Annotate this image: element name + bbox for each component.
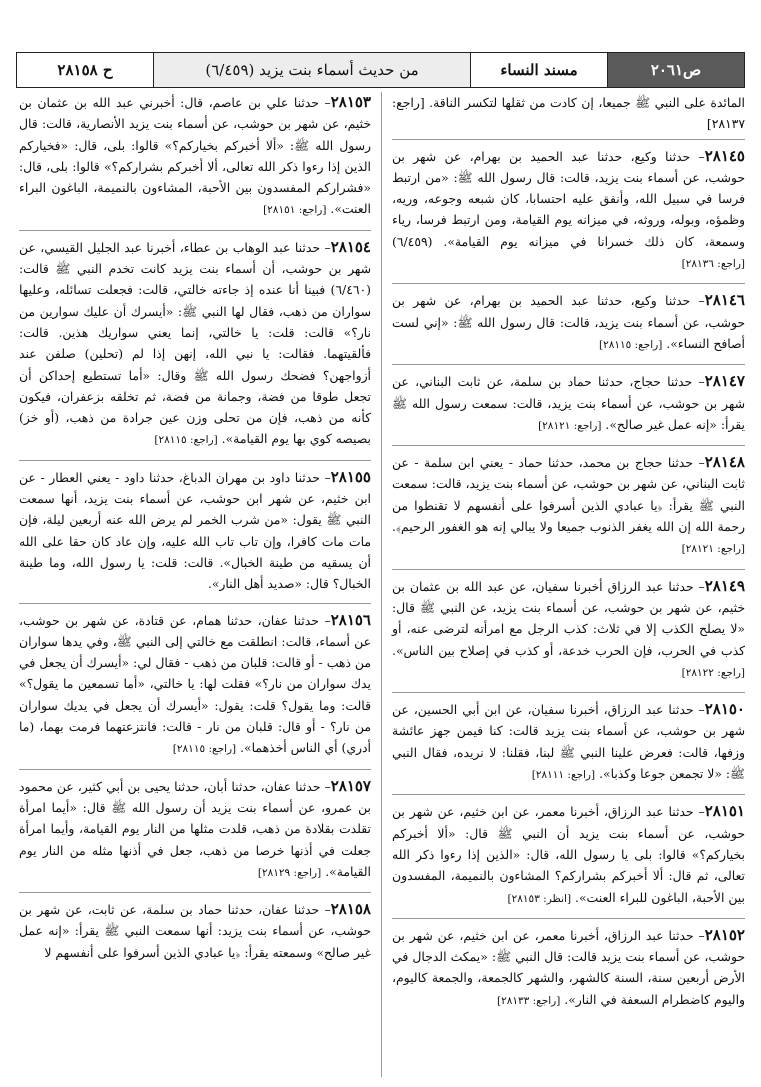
hadith-number: ٢٨١٥٧: [330, 776, 371, 795]
hadith-number: ٢٨١٥٥: [330, 467, 371, 486]
reference-note: [راجع: ٢٨١٣٣]: [496, 994, 561, 1007]
hadith-entry: ٢٨١٥٦– حدثنا عفان، حدثنا همام، عن قتادة، عن شهر بن حوشب، عن أسماء، قالت: انطلقت مع خالتي إلى النبي ﷺ، وفي يدها سواران من ذهب - أو قالت: قلبان من ذهب - فقال لي: «أيسرك أن يجعل في يدك سواران من نار؟» فقلت لها: يا خالتي، «أما تسمعين ما يقول؟» قالت: وما يقول؟ قلت: يقول: «أيسرك أن يجعل في يديك سواران من نار؟ - أو قال: قلبان من نار - قالت: فانتزعتهما فرمت بهما، (ما أدري) أي الناس أخذهما». [راجع: ٢٨١١٥]: [19, 610, 371, 756]
divider: [19, 892, 371, 893]
divider: [392, 918, 745, 919]
divider: [392, 794, 745, 795]
hadith-entry: ٢٨١٥٠– حدثنا عبد الرزاق، أخبرنا سفيان، عن ابن أبي الحسين، عن شهر بن حوشب، عن أسماء بنت يزيد قالت: كنا فيمن جهز عائشة وزفها، قالت: فعرض علينا النبي ﷺ لبنا، فقلنا: لا نريده، فقال النبي ﷺ: «لا تجمعن جوعا وكذبا». [راجع: ٢٨١١١]: [392, 700, 745, 782]
divider: [392, 283, 745, 284]
book-title: مسند النساء: [470, 53, 607, 87]
reference-note: [راجع: ٢٨١١٥]: [598, 338, 663, 351]
hadith-text: حدثنا عفان، حدثنا أبان، حدثنا يحيى بن أبي كثير، عن محمود بن عمرو، عن أسماء بنت يزيد أن رسول الله ﷺ قال: «أيما امرأة تقلدت بقلادة من ذهب، قلدت مثلها من النار يوم القيامة، وأيما امرأة جعلت في أذنها خرصا من ذهب، جعل في أذنها مثله من النار يوم القيامة».: [19, 778, 371, 879]
reference-note: [راجع: ٢٨١٣٦]: [681, 258, 745, 271]
hadith-number: ٢٨١٤٩: [704, 576, 745, 595]
hadith-text: حدثنا وكيع، حدثنا عبد الحميد بن بهرام، عن شهر بن حوشب، عن أسماء بنت يزيد، قالت: قال رسول الله ﷺ: «إني لست أصافح النساء».: [392, 293, 745, 351]
reference-note: [راجع: ٢٨١١١]: [531, 769, 596, 782]
left-entries: [19, 92, 371, 963]
divider: [19, 460, 371, 461]
hadith-number: ٢٨١٤٨: [704, 453, 745, 472]
hadith-text: حدثنا عبد الرزاق، أخبرنا معمر، عن ابن خثيم، عن شهر بن حوشب، عن أسماء بنت يزيد أن النبي ﷺ قال: «ألا أخبركم بخياركم؟» قالوا: بلى يا رسول الله، قال: «الذين إذا رءوا ذكر الله تعالى، ثم قال: ألا أخبركم بشراركم؟ المشاءون بالنميمة، المفسدون بين الأحبة، الباغون للبراء العنت».: [392, 804, 745, 905]
divider: [392, 569, 745, 570]
hadith-number: ٢٨١٥٣: [330, 93, 371, 111]
right-column: [382, 92, 745, 1077]
divider: [19, 603, 371, 604]
hadith-entry: ٢٨١٤٥– حدثنا وكيع، حدثنا عبد الحميد بن بهرام، عن شهر بن حوشب، عن أسماء بنت يزيد، قالت: قال رسول الله ﷺ: «من ارتبط فرسا في سبيل الله، وأنفق عليه احتسابا، كان شبعه وجوعه، وريه، وظمؤه، وبوله، وروثه، في ميزانه يوم القيامة، ومن ارتبط فرسا، رياء وسمعة، كان ذلك خسرانا في ميزانه يوم القيامة». (٦/٤٥٩) [راجع: ٢٨١٣٦]: [392, 146, 745, 271]
text-columns: [16, 92, 745, 1077]
reference-note: [راجع: ٢٨١١٥]: [172, 743, 237, 756]
hadith-number: ٢٨١٤٥: [704, 146, 745, 165]
hadith-text: حدثنا داود بن مهران الدباغ، حدثنا داود - يعني العطار - عن ابن خثيم، عن شهر ابن حوشب، عن أسماء بنت يزيد، أنها سمعت النبي ﷺ يقول: «من شرب الخمر لم يرض الله عنه أربعين ليلة، فإن مات مات كافرا، وإن تاب تاب الله عليه، وإن عاد كان حقا على الله أن يسقيه من طينة الخبال». قالت: قلت: يا رسول الله، وما طينة الخبال؟ قال: «صديد أهل النار».: [19, 469, 371, 592]
hadith-number: ٢٨١٤٧: [704, 372, 745, 391]
hadith-entry: ٢٨١٤٨– حدثنا حجاج بن محمد، حدثنا حماد - يعني ابن سلمة - عن ثابت البناني، عن شهر بن حوشب، عن أسماء بنت يزيد، قالت: سمعت النبي ﷺ يقرأ: ﴿يا عبادي الذين أسرفوا على أنفسهم لا تقنطوا من رحمة الله إن الله يغفر الذنوب جميعا ولا يبالي إنه هو الغفور الرحيم﴾. [راجع: ٢٨١٢١]: [392, 453, 745, 556]
hadith-number: ٢٨١٥٢: [704, 925, 745, 944]
reference-note: [راجع: ٢٨١٢٩]: [257, 866, 322, 879]
hadith-text: حدثنا علي بن عاصم، قال: أخبرني عبد الله بن عثمان بن خثيم، عن شهر بن حوشب، عن أسماء بنت يزيد الأنصارية، قالت: قال رسول الله ﷺ: «ألا أخبركم بخياركم؟» قالوا: بلى، قال: «فخياركم الذين إذا رءوا ذكر الله تعالى، ألا أخبركم بشراركم؟» قالوا: بلى، قال: «فشراركم المفسدون بين الأحبة، المشاءون بالنميمة، الباغون البراء العنت».: [19, 95, 371, 217]
hadith-entry: ٢٨١٥٧– حدثنا عفان، حدثنا أبان، حدثنا يحيى بن أبي كثير، عن محمود بن عمرو، عن أسماء بنت يزيد أن رسول الله ﷺ قال: «أيما امرأة تقلدت بقلادة من ذهب، قلدت مثلها من النار يوم القيامة، وأيما امرأة جعلت في أذنها خرصا من ذهب، جعل في أذنها مثله من النار يوم القيامة». [راجع: ٢٨١٢٩]: [19, 776, 371, 879]
hadith-text: حدثنا حجاج بن محمد، حدثنا حماد - يعني ابن سلمة - عن ثابت البناني، عن شهر بن حوشب، عن أسماء بنت يزيد، قالت: سمعت النبي ﷺ يقرأ: ﴿يا عبادي الذين أسرفوا على أنفسهم لا تقنطوا من رحمة الله إن الله يغفر الذنوب جميعا ولا يبالي إنه هو الغفور الرحيم﴾.: [392, 455, 745, 535]
hadith-text: حدثنا عبد الرزاق أخبرنا سفيان، عن عبد الله بن عثمان بن خثيم، عن شهر بن حوشب، عن أسماء بنت يزيد، عن النبي ﷺ قال: «لا يصلح الكذب إلا في ثلاث: كذب الرجل مع امرأته لترضى عنه، أو كذب في الحرب، فإن الحرب خدعة، أو كذب في إصلاح بين الناس».: [392, 578, 745, 658]
hadith-number: ٢٨١٥٦: [330, 610, 371, 629]
hadith-entry: ٢٨١٥٥– حدثنا داود بن مهران الدباغ، حدثنا داود - يعني العطار - عن ابن خثيم، عن شهر ابن حوشب، عن أسماء بنت يزيد، أنها سمعت النبي ﷺ يقول: «من شرب الخمر لم يرض الله عنه أربعين ليلة، فإن مات مات كافرا، وإن تاب تاب الله عليه، وإن عاد كان حقا على الله أن يسقيه من طينة الخبال». قالت: قلت: يا رسول الله، وما طينة الخبال؟ قال: «صديد أهل النار».: [19, 467, 371, 592]
hadith-text: حدثنا عفان، حدثنا همام، عن قتادة، عن شهر بن حوشب، عن أسماء، قالت: انطلقت مع خالتي إلى النبي ﷺ، وفي يدها سواران من ذهب - أو قالت: قلبان من ذهب - فقال لي: «أيسرك أن يجعل في يدك سواران من نار؟» فقلت لها: يا خالتي، «أما تسمعين ما يقول؟» قالت: وما يقول؟ قلت: يقول: «أيسرك أن يجعل في يديك سواران من نار؟ - أو قال: قلبان من نار - قالت: فانتزعتهما فرمت بهما، (ما أدري) أي الناس أخذهما».: [19, 612, 371, 756]
hadith-number: ٢٨١٥١: [704, 802, 745, 821]
reference-note: [راجع: ٢٨١٥١]: [263, 204, 327, 217]
divider: [392, 692, 745, 693]
hadith-text: حدثنا عبد الرزاق، أخبرنا سفيان، عن ابن أبي الحسين، عن شهر بن حوشب، عن أسماء بنت يزيد قالت: كنا فيمن جهز عائشة وزفها، قالت: فعرض علينا النبي ﷺ لبنا، فقلنا: لا نريده، فقال النبي ﷺ: «لا تجمعن جوعا وكذبا».: [392, 702, 745, 782]
hadith-number: ٢٨١٥٤: [330, 237, 371, 256]
hadith-text: حدثنا وكيع، حدثنا عبد الحميد بن بهرام، عن شهر بن حوشب، عن أسماء بنت يزيد، قالت: قال رسول الله ﷺ: «من ارتبط فرسا في سبيل الله، وأنفق عليه احتسابا، كان شبعه وجوعه، وريه، وظمؤه، وبوله، وروثه، في ميزانه يوم القيامة، ومن ارتبط فرسا، رياء وسمعة، كان ذلك خسرانا في ميزانه يوم القيامة». (٦/٤٥٩): [392, 148, 745, 249]
hadith-entry: ٢٨١٥٨– حدثنا عفان، حدثنا حماد بن سلمة، عن ثابت، عن شهر بن حوشب، عن أسماء بنت يزيد: أنها سمعت النبي ﷺ يقرأ: «إنه عمل غير صالح» وسمعته يقرأ: ﴿يا عبادي الذين أسرفوا على أنفسهم لا: [19, 900, 371, 960]
hadith-entry: ٢٨١٥١– حدثنا عبد الرزاق، أخبرنا معمر، عن ابن خثيم، عن شهر بن حوشب، عن أسماء بنت يزيد أن النبي ﷺ قال: «ألا أخبركم بخياركم؟» قالوا: بلى يا رسول الله، قال: «الذين إذا رءوا ذكر الله تعالى، ثم قال: ألا أخبركم بشراركم؟ المشاءون بالنميمة، المفسدون بين الأحبة، الباغون للبراء العنت». [انظر: ٢٨١٥٣]: [392, 802, 745, 905]
hadith-entry: ٢٨١٥٤– حدثنا عبد الوهاب بن عطاء، أخبرنا عبد الجليل القيسي، عن شهر بن حوشب، أن أسماء بنت يزيد كانت تخدم النبي ﷺ قالت: (٦/٤٦٠) فبينا أنا عنده إذ جاءته خالتي، قالت: فجعلت تسائله، وعليها سواران من ذهب، فقال لها النبي ﷺ: «أيسرك أن عليك سوارين من نار؟» قالت: قلت: يا خالتي، إنما يعني سواريك هذين. قالت: فألقيتهما. فقالت: يا نبي الله، إنهن إذا لم (تحلين) صلفن عند أزواجهن؟ فضحك رسول الله ﷺ وقال: «أما تستطيع إحداكن أن تجعل طوقا من فضة، وجمانة من فضة، ثم تخلقه بزعفران، فيكون كأنه من ذهب، فإن من تحلى وزن عين جرادة من ذهب، (أو خز) بصيصه كوي بها يوم القيامة». [راجع: ٢٨١١٥]: [19, 237, 371, 447]
hadith-entry: ٢٨١٤٦– حدثنا وكيع، حدثنا عبد الحميد بن بهرام، عن شهر بن حوشب، عن أسماء بنت يزيد، قالت: قال رسول الله ﷺ: «إني لست أصافح النساء». [راجع: ٢٨١١٥]: [392, 291, 745, 351]
hadith-entry: ٢٨١٤٩– حدثنا عبد الرزاق أخبرنا سفيان، عن عبد الله بن عثمان بن خثيم، عن شهر بن حوشب، عن أسماء بنت يزيد، عن النبي ﷺ قال: «لا يصلح الكذب إلا في ثلاث: كذب الرجل مع امرأته لترضى عنه، أو كذب في الحرب، فإن الحرب خدعة، أو كذب في إصلاح بين الناس». [راجع: ٢٨١٢٢]: [392, 576, 745, 679]
continuation-text: المائدة على النبي ﷺ جميعا، إن كادت من ثقلها لتكسر الناقة. [راجع: ٢٨١٣٧]: [392, 95, 745, 132]
reference-note: [راجع: ٢٨١١٥]: [154, 434, 218, 447]
divider: [392, 139, 745, 140]
divider: [19, 769, 371, 770]
hadith-number: ٢٨١٥٨: [330, 900, 371, 919]
divider: [392, 445, 745, 446]
hadith-number: ٢٨١٤٦: [704, 291, 745, 310]
hadith-text: حدثنا حجاج، حدثنا حماد بن سلمة، عن ثابت البناني، عن شهر بن حوشب، عن أسماء بنت يزيد، قالت: سمعت رسول الله ﷺ يقرأ: «إنه عمل غير صالح».: [392, 374, 745, 432]
page-number: ص٢٠٦١: [607, 53, 744, 87]
hadith-number: ٢٨١٥٠: [704, 700, 745, 719]
hadith-text: حدثنا عبد الرزاق، أخبرنا معمر، عن ابن خثيم، عن شهر بن حوشب، عن أسماء بنت يزيد قالت: قال النبي ﷺ: «يمكث الدجال في الأرض أربعين سنة، السنة كالشهر، والشهر كالجمعة، والجمعة كاليوم، واليوم كاضطرام السعفة في النار».: [392, 927, 745, 1007]
hadith-text: حدثنا عبد الوهاب بن عطاء، أخبرنا عبد الجليل القيسي، عن شهر بن حوشب، أن أسماء بنت يزيد كانت تخدم النبي ﷺ قالت: (٦/٤٦٠) فبينا أنا عنده إذ جاءته خالتي، قالت: فجعلت تسائله، وعليها سواران من ذهب، فقال لها النبي ﷺ: «أيسرك أن عليك سوارين من نار؟» قالت: قلت: يا خالتي، إنما يعني سواريك هذين. قالت: فألقيتهما. فقالت: يا نبي الله، إنهن إذا لم (تحلين) صلفن عند أزواجهن؟ فضحك رسول الله ﷺ وقال: «أما تستطيع إحداكن أن تجعل طوقا من فضة، وجمانة من فضة، ثم تخلقه بزعفران، فيكون كأنه من ذهب، فإن من تحلى وزن عين جرادة من ذهب، (أو خز) بصيصه كوي بها يوم القيامة».: [19, 239, 371, 447]
hadith-entry: ٢٨١٥٣– حدثنا علي بن عاصم، قال: أخبرني عبد الله بن عثمان بن خثيم، عن شهر بن حوشب، عن أسماء بنت يزيد الأنصارية، قالت: قال رسول الله ﷺ: «ألا أخبركم بخياركم؟» قالوا: بلى، قال: «فخياركم الذين إذا رءوا ذكر الله تعالى، ألا أخبركم بشراركم؟» قالوا: بلى، قال: «فشراركم المفسدون بين الأحبة، المشاءون بالنميمة، الباغون البراء العنت». [راجع: ٢٨١٥١]: [19, 93, 371, 217]
reference-note: [راجع: ٢٨١٢٢]: [681, 666, 745, 679]
hadith-entry: ٢٨١٥٢– حدثنا عبد الرزاق، أخبرنا معمر، عن ابن خثيم، عن شهر بن حوشب، عن أسماء بنت يزيد قالت: قال النبي ﷺ: «يمكث الدجال في الأرض أربعين سنة، السنة كالشهر، والشهر كالجمعة، والجمعة كاليوم، واليوم كاضطرام السعفة في النار». [راجع: ٢٨١٣٣]: [392, 925, 745, 1007]
reference-note: [انظر: ٢٨١٥٣]: [507, 892, 572, 905]
hadith-text: حدثنا عفان، حدثنا حماد بن سلمة، عن ثابت، عن شهر بن حوشب، عن أسماء بنت يزيد: أنها سمعت النبي ﷺ يقرأ: «إنه عمل غير صالح» وسمعته يقرأ: ﴿يا عبادي الذين أسرفوا على أنفسهم لا: [19, 902, 371, 960]
hadith-entry: ٢٨١٤٧– حدثنا حجاج، حدثنا حماد بن سلمة، عن ثابت البناني، عن شهر بن حوشب، عن أسماء بنت يزيد، قالت: سمعت رسول الله ﷺ يقرأ: «إنه عمل غير صالح». [راجع: ٢٨١٢١]: [392, 372, 745, 432]
reference-note: [راجع: ٢٨١٢١]: [538, 419, 602, 432]
right-entries: [392, 146, 745, 1012]
running-header: [16, 52, 745, 88]
section-title: من حديث أسماء بنت يزيد (٦/٤٥٩): [153, 53, 470, 87]
hadith-range: ح ٢٨١٥٨: [57, 61, 113, 79]
divider: [392, 364, 745, 365]
left-column: [19, 92, 382, 1077]
divider: [19, 230, 371, 231]
reference-note: [راجع: ٢٨١٢١]: [681, 543, 745, 556]
